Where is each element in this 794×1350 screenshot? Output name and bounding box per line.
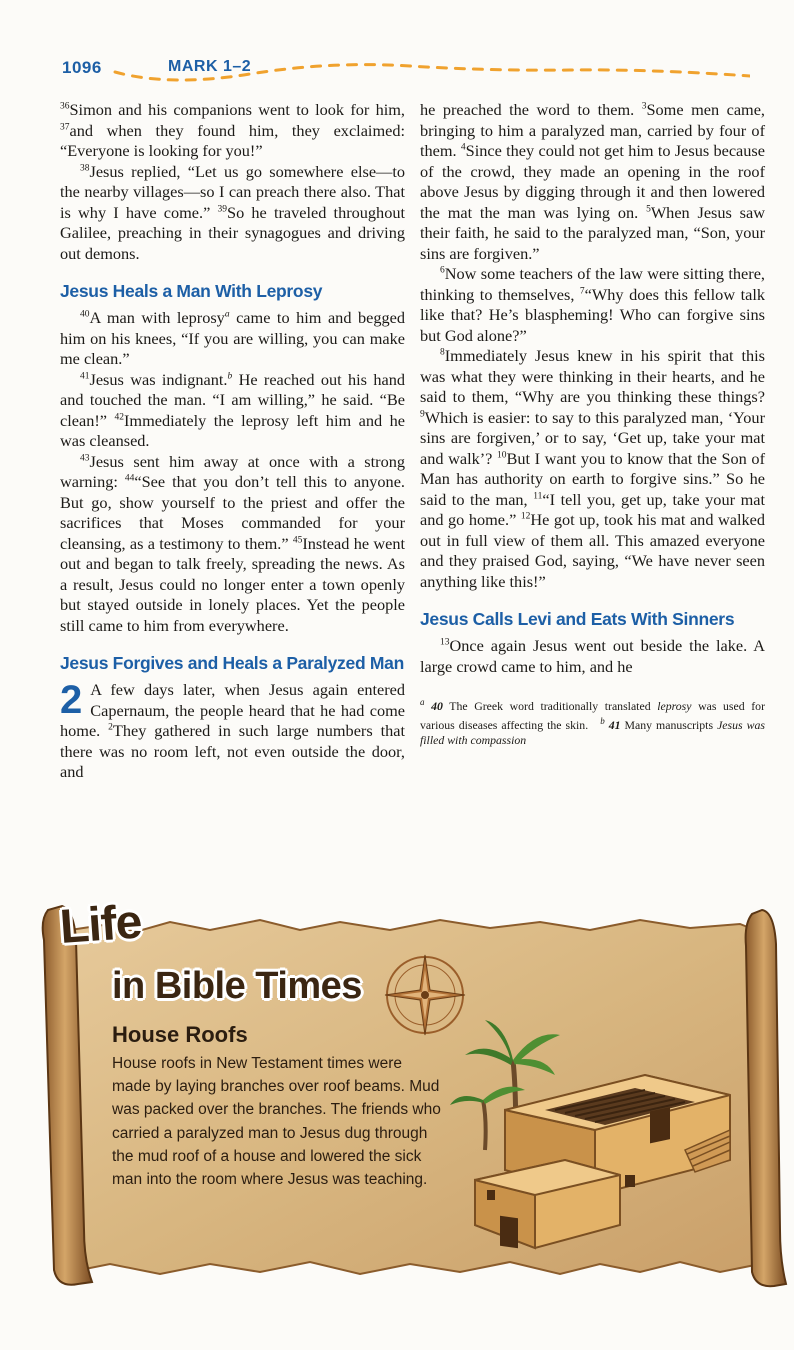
verse-number: 43 xyxy=(80,453,90,464)
verse-text: A few days later, when Jesus again entered Capernaum, the people heard that he had come home. xyxy=(60,680,405,740)
running-head: MARK 1–2 xyxy=(168,58,252,75)
verse-text: When Jesus saw their faith, he said to the paralyzed man, “Son, your sins are forgiven.” xyxy=(420,202,766,263)
footnote-ref: 41 xyxy=(608,717,621,732)
verse-text: Jesus sent him away at once with a strong warning: xyxy=(60,451,405,491)
verse-text: Now some teachers of the law were sitting there, thinking to themselves, xyxy=(420,264,765,304)
section-heading-paralyzed: Jesus Forgives and Heals a Paralyzed Man xyxy=(60,653,404,673)
verse-number: 7 xyxy=(579,286,585,297)
paragraph xyxy=(420,346,765,592)
verse-text: Immediately Jesus knew in his spirit that this was what they were thinking in their hearts, and he said to them, “Why are you thinking these things? xyxy=(420,346,765,406)
verse-text: Instead he went out and began to talk freely, spreading the news. As a result, Jesus could no longer enter a town openly but stayed outside in lonely places. Yet the people still came to him from everywhere. xyxy=(60,533,406,635)
verse-text: “Why does this fellow talk like that? He’s blaspheming! Who can forgive sins but God alone?” xyxy=(420,284,766,345)
verse-number: 37 xyxy=(60,122,70,133)
sidebar-box-title: House Roofs xyxy=(112,1022,248,1047)
verse-number: 39 xyxy=(217,204,228,215)
section-heading-leprosy: Jesus Heals a Man With Leprosy xyxy=(60,281,323,301)
verse-text: He got up, took his mat and walked out in full view of them all. This amazed everyone and they praised God, saying, “We have never seen anything like this!” xyxy=(420,510,766,591)
paragraph xyxy=(60,100,405,162)
verse-number: 9 xyxy=(420,409,425,420)
verse-number: 45 xyxy=(292,535,303,546)
verse-number: 6 xyxy=(440,265,445,276)
verse-text: Jesus was indignant. xyxy=(89,369,228,389)
footnote-letter: b xyxy=(600,715,605,726)
verse-text: A man with leprosy xyxy=(89,308,225,327)
verse-text: But I want you to know that the Son of Man has authority on earth to forgive sins.” So he said to the man, xyxy=(420,448,765,509)
right-column xyxy=(420,100,765,748)
footnote-text: leprosy xyxy=(657,698,692,713)
verse-text: Simon and his companions went to look for him, xyxy=(69,100,405,119)
verse-text: Which is easier: to say to this paralyzed man, ‘Your sins are forgiven,’ or to say, ‘Get up, take your mat and walk’? xyxy=(420,407,765,468)
verse-number: 36 xyxy=(60,101,70,112)
verse-text: Immediately the leprosy left him and he was cleansed. xyxy=(60,410,406,450)
verse-number: 42 xyxy=(114,412,124,423)
verse-number: 40 xyxy=(80,309,90,320)
footnote-text: Many manuscripts xyxy=(620,717,718,732)
paragraph xyxy=(60,680,405,783)
footnote-marker: a xyxy=(224,309,230,320)
sidebar-title-life: Life xyxy=(58,895,144,955)
footnote-ref: 40 xyxy=(431,698,443,713)
verse-text: “See that you don’t tell this to anyone. But go, show yourself to the priest and offer the sacrifices that Moses commanded for your cleansing, as a testimony to them.” xyxy=(60,472,405,553)
paragraph xyxy=(420,636,765,677)
paragraph xyxy=(420,264,765,346)
verse-text: came to him and begged him on his knees, “If you are willing, you can make me clean.” xyxy=(60,308,405,368)
verse-number: 11 xyxy=(533,491,543,502)
sidebar-box-text: House roofs in New Testament times were made by laying branches over roof beams. Mud was packed over the branches. The friends who carried a paralyzed man to Jesus dug through the mud roof of a house and lowered the sick man into the room where Jesus was teaching. xyxy=(112,1055,441,1189)
section-heading-levi: Jesus Calls Levi and Eats With Sinners xyxy=(420,609,735,629)
footnote-text: Jesus was filled with compassion xyxy=(420,717,765,747)
verse-text: Jesus replied, “Let us go somewhere else—to the nearby villages—so I can preach there also. That is why I have come.” xyxy=(60,161,405,222)
verse-number: 10 xyxy=(497,450,507,461)
verse-number: 13 xyxy=(440,637,450,648)
paragraph xyxy=(60,370,405,452)
verse-text: He reached out his hand and touched the man. “I am willing,” he said. “Be clean!” xyxy=(60,369,406,430)
footnote-text: The Greek word traditionally translated xyxy=(442,698,658,713)
verse-text: and when they found him, they exclaimed: “Everyone is looking for you!” xyxy=(60,120,405,160)
left-column xyxy=(60,100,405,783)
verse-text: So he traveled throughout Galilee, preaching in their synagogues and driving out demons. xyxy=(60,202,405,263)
footnote-a xyxy=(420,695,765,748)
footnote-letter: a xyxy=(420,697,425,707)
verse-number: 44 xyxy=(124,473,135,484)
verse-text: he preached the word to them. xyxy=(420,100,642,119)
verse-number: 38 xyxy=(80,163,90,174)
paragraph xyxy=(420,100,765,264)
verse-text: Once again Jesus went out beside the lake. A large crowd came to him, and he xyxy=(420,636,765,676)
footnote-marker: b xyxy=(227,371,233,382)
verse-number: 3 xyxy=(641,101,647,112)
sidebar-title-bible-times: in Bible Times xyxy=(112,965,362,1007)
verse-number: 12 xyxy=(520,511,531,522)
verse-number: 2 xyxy=(108,722,113,733)
paragraph xyxy=(60,162,405,265)
verse-text: “I tell you, get up, take your mat and go home.” xyxy=(420,489,766,529)
paragraph xyxy=(60,308,405,370)
verse-number: 41 xyxy=(80,371,90,382)
verse-text: Since they could not get him to Jesus because of the crowd, they made an opening in the roof above Jesus by digging through it and then lowered the mat the man was lying on. xyxy=(420,141,765,222)
verse-text: Some men came, bringing to him a paralyzed man, carried by four of them. xyxy=(420,100,766,160)
verse-text: They gathered in such large numbers that there was no room left, not even outside the door, and xyxy=(60,721,405,781)
verse-number: 4 xyxy=(460,142,466,153)
footnotes xyxy=(420,689,765,748)
page-number: 1096 xyxy=(62,58,102,77)
verse-number: 5 xyxy=(646,204,651,215)
footnote-text: was used for various diseases affecting the skin. xyxy=(420,698,766,732)
house-illustration xyxy=(445,1010,745,1250)
chapter-number: 2 xyxy=(60,678,83,722)
paragraph xyxy=(60,452,405,637)
verse-number: 8 xyxy=(440,347,445,358)
